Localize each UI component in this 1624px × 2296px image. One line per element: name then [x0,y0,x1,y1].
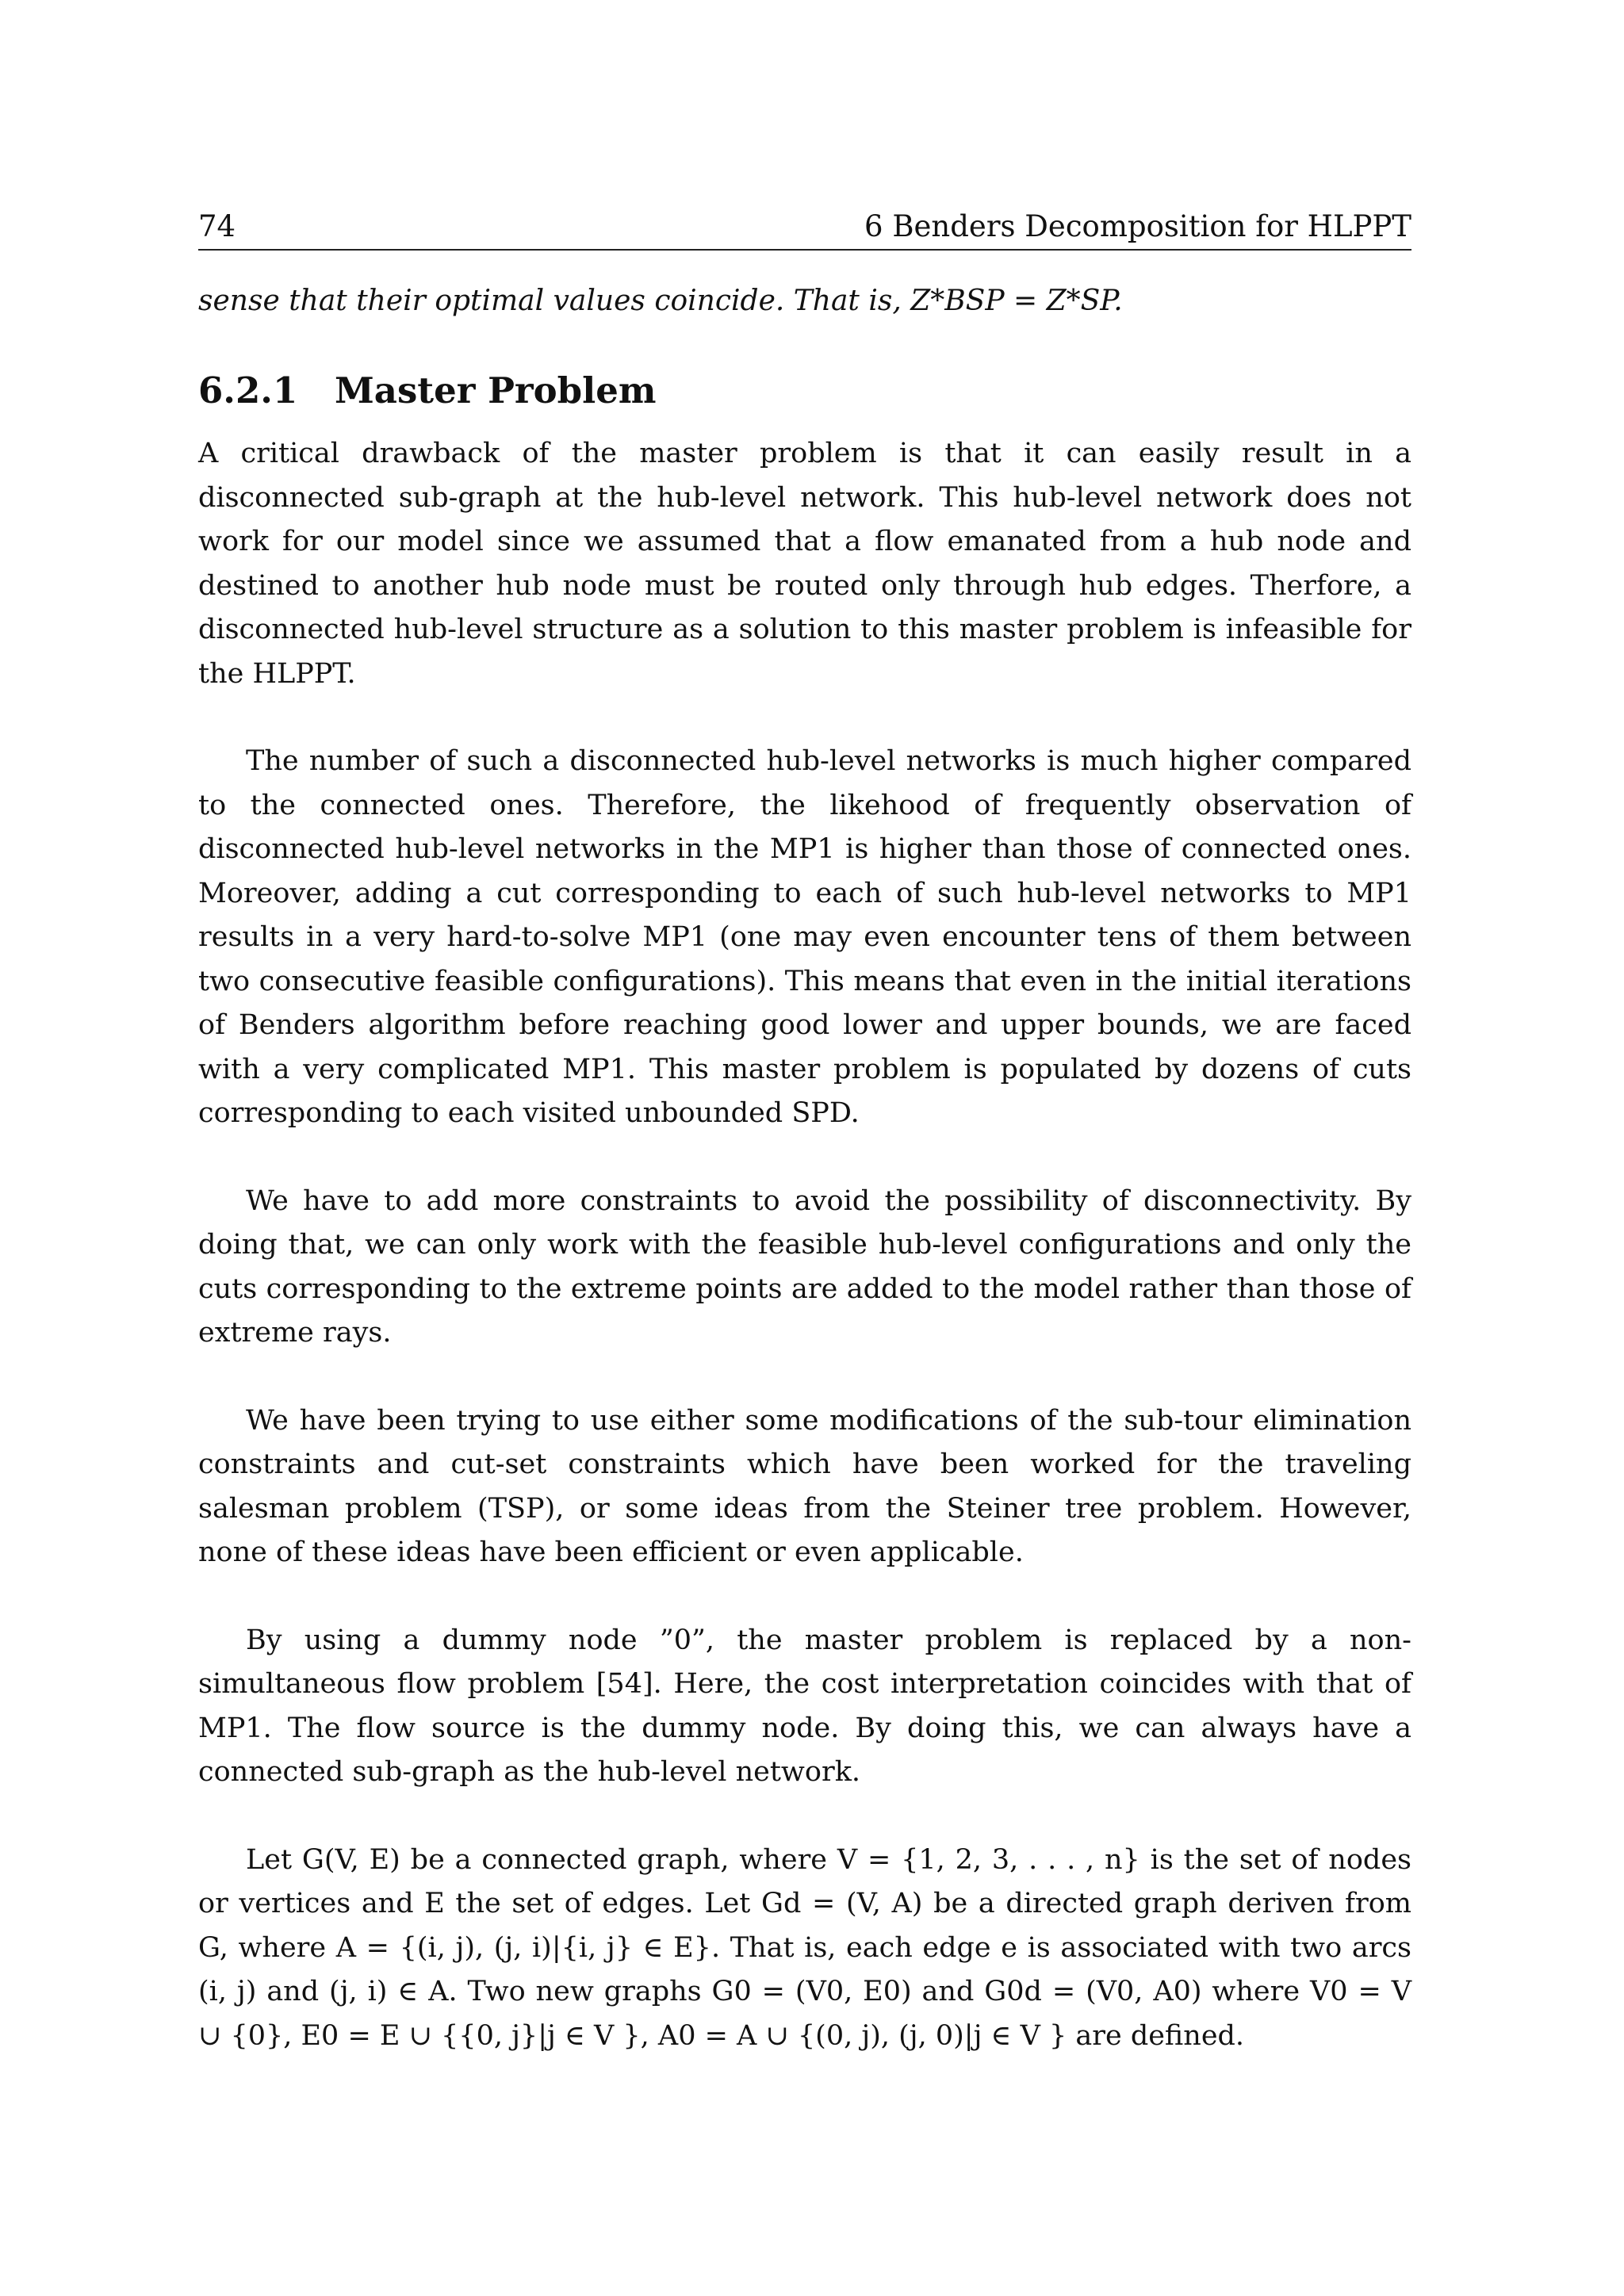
lead-sentence: sense that their optimal values coincide. That is, Z*BSP = Z*SP. [198,285,1123,317]
page [198,208,1411,2058]
running-header [198,208,1411,251]
paragraph-4: We have been trying to use either some modifications of the sub-tour elimination constraints and cut-set constraints which have been worked for the traveling salesman problem (TSP), or some ideas from the Steiner tree problem. However, none of these ideas have been efficient or even applicable. [198,1404,1411,1568]
paragraph-2: The number of such a disconnected hub-level networks is much higher compared to the connected ones. Therefore, the likehood of frequently observation of disconnected hub-level networks in the MP1 is higher than those of connected ones. Moreover, adding a cut corresponding to each of such hub-level networks to MP1 results in a very hard-to-solve MP1 (one may even encounter tens of them between two consecutive feasible configurations). This means that even in the initial iterations of Benders algorithm before reaching good lower and upper bounds, we are faced with a very complicated MP1. This master problem is populated by dozens of cuts corresponding to each visited unbounded SPD. [198,745,1411,1129]
paragraph-5: By using a dummy node ”0”, the master problem is replaced by a non-simultaneous flow problem [54]. Here, the cost interpretation coincides with that of MP1. The flow source is the dummy node. By doing this, we can always have a connected sub-graph as the hub-level network. [198,1624,1411,1788]
running-title: 6 Benders Decomposition for HLPPT [864,209,1411,243]
paragraph-1: A critical drawback of the master problem is that it can easily result in a disconnected sub-graph at the hub-level network. This hub-level network does not work for our model since we assumed that a flow emanated from a hub node and destined to another hub node must be routed only through hub edges. Therfore, a disconnected hub-level structure as a solution to this master problem is infeasible for the HLPPT. [198,438,1411,690]
paragraph-3: We have to add more constraints to avoid the possibility of disconnectivity. By doing that, we can only work with the feasible hub-level configurations and only the cuts corresponding to the extreme points are added to the model rather than those of extreme rays. [198,1184,1411,1349]
page-number: 74 [198,209,236,243]
section-heading [198,367,1411,415]
section-title: Master Problem [335,369,657,411]
paragraph-6: Let G(V, E) be a connected graph, where V = {1, 2, 3, . . . , n} is the set of nodes or vertices and E the set of edges. Let Gd = (V, A) be a directed graph deriven from G, where A = {(i, j), (j, i)|{i, j} ∈ E}. That is, each edge e is associated with two arcs (i, j) and (j, i) ∈ A. Two new graphs G0 = (V0, E0) and G0d = (V0, A0) where V0 = V ∪ {0}, E0 = E ∪ {{0, j}|j ∈ V }, A0 = A ∪ {(0, j), (j, 0)|j ∈ V } are defined. [198,1843,1411,2052]
section-number: 6.2.1 [198,369,298,411]
